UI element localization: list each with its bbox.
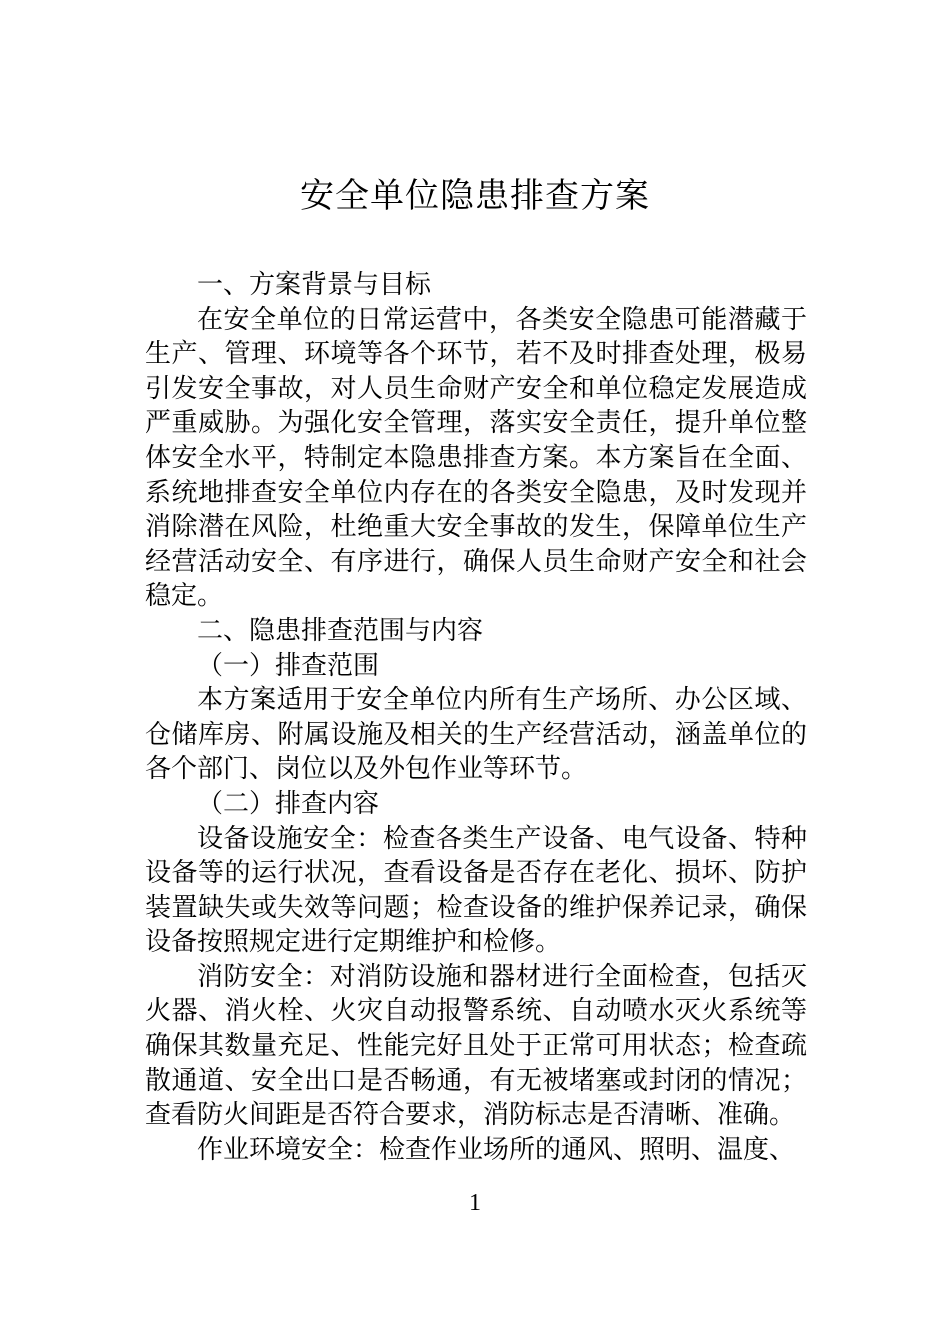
subheading-content: （二）排查内容 xyxy=(197,788,380,819)
paragraph-work-environment: 作业环境安全：检查作业场所的通风、照明、温度、 xyxy=(197,1134,796,1165)
paragraph-background: 在安全单位的日常运营中，各类安全隐患可能潜藏于生产、管理、环境等各个环节，若不及时排查处理，极易引发安全事故，对人员生命财产安全和单位稳定发展造成严重威胁。为强化安全管理，落实安全责任，提升单位整体安全水平，特制定本隐患排查方案。本方案旨在全面、系统地排查安全单位内存在的各类安全隐患，及时发现并消除潜在风险，杜绝重大安全事故的发生，保障单位生产经营活动安全、有序进行，确保人员生命财产安全和社会稳定。 xyxy=(145,304,807,612)
section-heading-scope: 二、隐患排查范围与内容 xyxy=(197,615,484,646)
subheading-scope: （一）排查范围 xyxy=(197,650,380,681)
paragraph-fire-safety: 消防安全：对消防设施和器材进行全面检查，包括灭火器、消火栓、火灾自动报警系统、自动喷水灭火系统等确保其数量充足、性能完好且处于正常可用状态；检查疏散通道、安全出口是否畅通，有无被堵塞或封闭的情况；查看防火间距是否符合要求，消防标志是否清晰、准确。 xyxy=(145,961,807,1131)
paragraph-scope: 本方案适用于安全单位内所有生产场所、办公区域、仓储库房、附属设施及相关的生产经营活动，涵盖单位的各个部门、岗位以及外包作业等环节。 xyxy=(145,685,807,785)
paragraph-equipment-safety: 设备设施安全：检查各类生产设备、电气设备、特种设备等的运行状况，查看设备是否存在老化、损坏、防护装置缺失或失效等问题；检查设备的维护保养记录，确保设备按照规定进行定期维护和检修。 xyxy=(145,823,807,958)
document-title: 安全单位隐患排查方案 xyxy=(300,176,650,216)
section-heading-background: 一、方案背景与目标 xyxy=(197,270,432,300)
page-number: 1 xyxy=(469,1190,481,1216)
document-body xyxy=(145,268,807,1167)
